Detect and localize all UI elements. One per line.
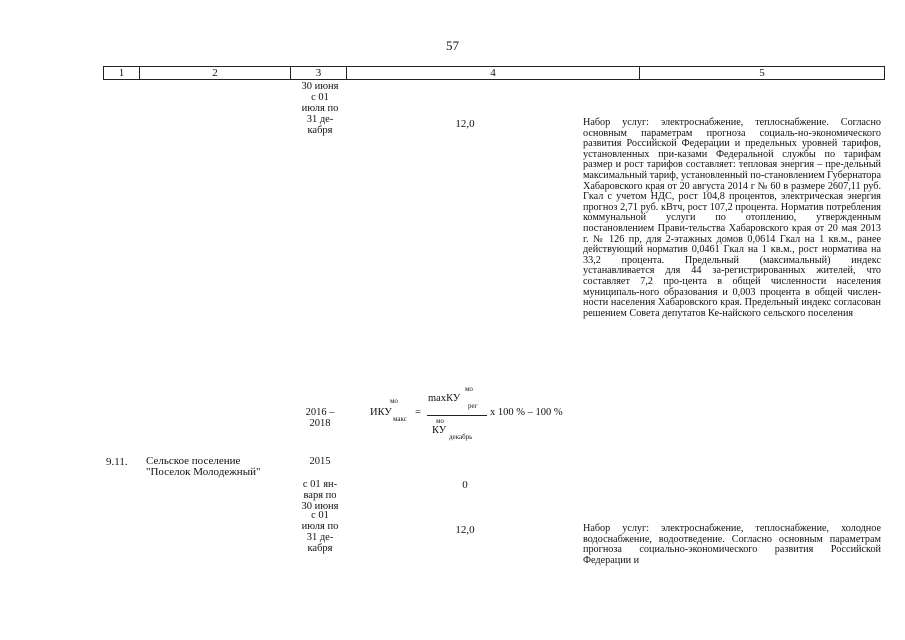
formula-den-sub: декабрь (449, 433, 473, 441)
formula-lhs-sub: макс (393, 415, 407, 423)
value-cell: 12,0 (455, 524, 475, 536)
formula-tail: x 100 % – 100 % (490, 407, 563, 418)
formula-lhs: ИКУ (370, 407, 392, 418)
formula-period-cell: 2016 – 2018 (305, 407, 335, 429)
header-col-4: 4 (347, 67, 640, 79)
header-col-5: 5 (759, 67, 765, 79)
formula-num-sub: рег (468, 402, 478, 410)
formula-num-sup: мо (465, 385, 473, 393)
formula-lhs-sup: мо (390, 397, 398, 405)
table-header-row (103, 66, 885, 80)
value-cell: 0 (462, 479, 468, 491)
index-formula (370, 382, 610, 444)
header-col-1: 1 (104, 67, 140, 79)
header-col-3: 3 (291, 67, 347, 79)
page-number: 57 (446, 38, 459, 53)
period-cell: с 01 ян- варя по 30 июня (301, 479, 339, 512)
year-cell: 2015 (309, 456, 331, 467)
note-text: Набор услуг: электроснабжение, теплоснабжение. Согласно основным параметрам прогноза социаль-но-экономического развития Российской Федерации и предельных уровней тарифов, установленных при-казами Федеральной службы по тарифам размер и рост тарифов составляет: тепловая энергия – пре-дельный максимальный тариф, установленный по-становлением Губернатора Хабаровского края от 20 августа 2014 г № 60 в размере 2607,11 руб. Гкал с учетом НДС, рост 104,8 процентов, электрическая энергия прогноз 2,71 руб. кВтч, рост 107,2 процента. Норматив потребления коммунальной услуги по отоплению, утвержденным постановлением Прави-тельства Хабаровского края от 20 мая 2013 г. № 126 пр, для 2-этажных домов 0,0614 Гкал на 1 кв.м., ранее действующий норматив 0,0461 Гкал на 1 кв.м., рост норматива на 33,2 процента. Предельный (максимальный) индекс устанавливается для 44 за-регистрированных жителей, что составляет 7,2 про-цента в общей численности населения муниципаль-ного образования и 0,003 процента в общей числен-ности населения Хабаровского края. Предельный индекс согласован решением Совета депутатов Ке-найского сельского поселения (583, 117, 881, 319)
fraction-bar (427, 415, 487, 416)
formula-den-sup: мо (436, 417, 444, 425)
period-cell: с 01 июля по 31 де- кабря (301, 510, 339, 554)
note-text: Набор услуг: электроснабжение, теплоснабжение, холодное водоснабжение, водоотведение. Согласно основным параметрам прогноза социально-экономического развития Российской Федерации и (583, 523, 881, 566)
header-col-2: 2 (140, 67, 291, 79)
formula-numerator: maxКУ (428, 393, 461, 404)
settlement-name: Сельское поселение "Поселок Молодежный" (146, 455, 261, 478)
formula-denominator: КУ (432, 425, 447, 436)
period-cell: 30 июня с 01 июля по 31 де- кабря (301, 81, 339, 136)
note-cell (583, 524, 881, 566)
row-number: 9.11. (106, 456, 128, 468)
value-cell: 12,0 (455, 118, 475, 130)
formula-equals: = (415, 407, 421, 418)
note-cell (583, 118, 881, 319)
